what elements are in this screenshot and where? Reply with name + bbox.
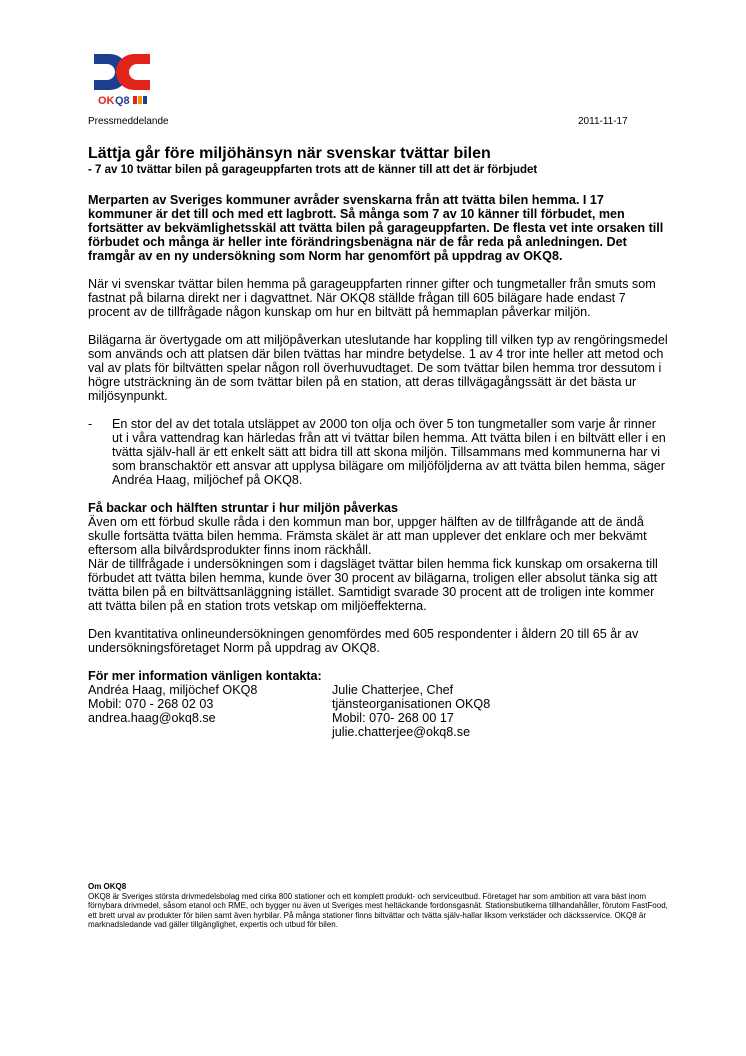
okq8-logo-icon [88, 50, 158, 106]
about-text: OKQ8 är Sveriges största drivmedelsbolag med cirka 800 stationer och ett komplett produkt- och serviceutbud. Företaget har som ambition att vara bäst inom förnybara drivmedel, såsom etanol och RME, och bygger nu även ut Sveriges mest heltäckande fordonsgasnät. Stationsbutikerna tillhandahåller, förutom FastFood, ett brett urval av produkter för bilen samt även hyrbilar. På många stationer finns biltvättar och tvätta själv-hallar liksom verkstäder och däcksservice. OKQ8 är marknadsledande vad gäller tillgänglighet, expertis och utbud för bilen. [88, 891, 668, 929]
lead-paragraph: Merparten av Sveriges kommuner avråder svenskarna från att tvätta bilen hemma. I 17 kommuner är det till och med ett lagbrott. Så många som 7 av 10 känner till förbudet, men fortsätter av bekvämlighetsskäl att tvätta bilen på garageuppfarten. De flesta vet inte orsaken till förbudet och många är heller inte förändringsbenägna när de får reda på anledningen. Det framgår av en ny undersökning som Norm har genomfört på uppdrag av OKQ8. [88, 193, 664, 263]
section-paragraph-1: Även om ett förbud skulle råda i den kommun man bor, uppger hälften av de tillfrågande att de ändå skulle fortsätta tvätta bilen hemma. Främsta skälet är att man upplever det enklare och mer bekvämt eftersom alla bilvårdsprodukter finns inom räckhåll. [88, 515, 647, 557]
about-heading: Om OKQ8 [88, 882, 127, 891]
contact-email[interactable]: andrea.haag@okq8.se [88, 711, 216, 725]
contact-name: Andréa Haag, miljöchef OKQ8 [88, 683, 258, 697]
section-heading: Få backar och hälften struntar i hur miljön påverkas [88, 501, 399, 515]
document-type-label: Pressmeddelande [88, 116, 169, 127]
quote-text: En stor del av det totala utsläppet av 2000 ton olja och över 5 ton tungmetaller som varje år rinner ut i våra vattendrag kan härledas från att vi tvättar bilen hemma. Att tvätta bilen i en biltvätt eller i en tvätta själv-hall är ett enkelt sätt att bidra till att skona miljön. Tillsammans med kommunerna har vi som branschaktör ett ansvar att upplysa bilägare om miljöföljderna av att tvätta bilen hemma, säger Andréa Haag, miljöchef på OKQ8. [112, 417, 666, 487]
contact-phone: Mobil: 070- 268 00 17 [332, 711, 454, 725]
contact-left [88, 683, 332, 739]
section-paragraph-2: När de tillfrågade i undersökningen som i dagsläget tvättar bilen hemma fick kunskap om orsakerna till förbudet att tvätta bilen hemma, kunde över 30 procent av bilägarna, troligen eller absolut tänka sig att tvätta bilen på en biltvättsanläggning istället. Samtidigt svarade 30 procent att de troligen inte kommer att tvätta bilen på en station trots vetskap om miljöeffekterna. [88, 557, 658, 613]
about-section [88, 882, 668, 930]
page-title: Lättja går före miljöhänsyn när svenskar tvättar bilen [88, 145, 491, 162]
svg-text:OK: OK [98, 95, 115, 106]
article-body [88, 193, 668, 753]
contact-section [88, 669, 668, 739]
quote-bullet [88, 417, 668, 487]
bullet-dash: - [88, 417, 93, 431]
body-paragraph-1: När vi svenskar tvättar bilen hemma på garageuppfarten rinner gifter och tungmetaller från smuts som fastnat på bilarna direkt ner i dagvattnet. När OKQ8 ställde frågan till 605 bilägare hade endast 7 procent av de tillfrågade någon kunskap om hur en biltvätt på hemmaplan påverkar miljön. [88, 277, 656, 319]
contact-right [332, 683, 576, 739]
section-findings [88, 501, 668, 613]
method-paragraph: Den kvantitativa onlineundersökningen genomfördes med 605 respondenter i åldern 20 till 65 år av undersökningsföretaget Norm på uppdrag av OKQ8. [88, 627, 639, 655]
page-subtitle: - 7 av 10 tvättar bilen på garageuppfarten trots att de känner till att det är förbjudet [88, 164, 538, 176]
okq8-logo [88, 50, 158, 106]
contact-name: Julie Chatterjee, Chef tjänsteorganisationen OKQ8 [332, 683, 491, 711]
svg-text:Q8: Q8 [115, 95, 130, 106]
contact-phone: Mobil: 070 - 268 02 03 [88, 697, 214, 711]
contact-email[interactable]: julie.chatterjee@okq8.se [332, 725, 471, 739]
body-paragraph-2: Bilägarna är övertygade om att miljöpåverkan uteslutande har koppling till vilken typ av rengöringsmedel som används och att platsen där bilen tvättas har mindre betydelse. 1 av 4 tror inte heller att metod och val av plats för biltvätten spelar någon roll överhuvudtaget. De som tvättar bilen hemma tror dessutom i högre utsträckning än de som tvättar bilen på en station, att deras tillvägagångssätt är det bästa ur miljösynpunkt. [88, 333, 668, 403]
release-date: 2011-11-17 [578, 116, 628, 127]
contact-heading: För mer information vänligen kontakta: [88, 669, 322, 683]
contact-list [88, 683, 668, 739]
